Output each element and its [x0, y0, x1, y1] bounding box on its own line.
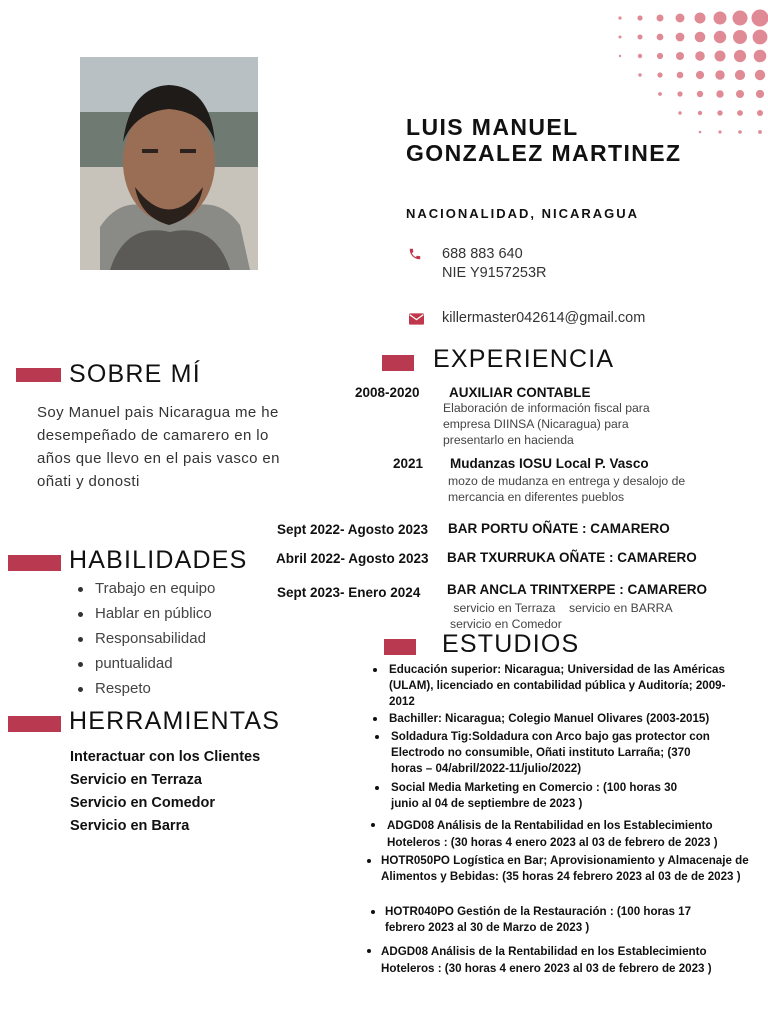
decorative-dot — [657, 72, 662, 77]
email-link[interactable]: killermaster042614@gmail.com — [442, 310, 646, 326]
bullet — [373, 668, 377, 672]
section-accent-bar — [16, 368, 61, 382]
decorative-dot — [736, 90, 744, 98]
name-line-2: GONZALEZ MARTINEZ — [406, 140, 682, 166]
bullet — [367, 859, 371, 863]
skill-item: puntualidad — [78, 653, 215, 678]
decorative-dot — [677, 91, 682, 96]
education-item: HOTR050PO Logística en Bar; Aprovisionamiento y Almacenaje de Alimentos y Bebidas: (35 horas 24 febrero 2023 al 03 de de 2023 ) — [381, 854, 749, 883]
decorative-dot — [696, 71, 704, 79]
job-date: Abril 2022- Agosto 2023 — [276, 551, 429, 566]
decorative-dot — [638, 54, 642, 58]
decorative-dot — [695, 32, 706, 43]
education-title: ESTUDIOS — [442, 630, 580, 658]
mail-icon — [409, 313, 424, 328]
education-item: HOTR040PO Gestión de la Restauración : (100 horas 17 febrero 2023 al 30 de Marzo de 2023 ) — [385, 905, 692, 934]
skill-item: Responsabilidad — [78, 628, 215, 653]
decorative-dot — [695, 51, 705, 61]
name-line-1: LUIS MANUEL — [406, 114, 579, 140]
about-title: SOBRE MÍ — [69, 360, 201, 388]
education-item: Educación superior: Nicaragua; Universidad de las Américas (ULAM), licenciado en contabilidad pública y Auditoría; 2009-2012 — [389, 663, 726, 708]
decorative-dot — [638, 35, 643, 40]
education-item: ADGD08 Análisis de la Rentabilidad en los Establecimiento Hoteleros : (30 horas 4 enero 2023 al 03 de febrero de 2023 ) — [387, 819, 718, 849]
decorative-dot — [676, 14, 685, 23]
decorative-dot — [752, 10, 768, 27]
decorative-dot — [758, 130, 762, 134]
decorative-dot — [676, 52, 684, 60]
decorative-dot — [756, 90, 764, 98]
skill-item: Hablar en público — [78, 603, 215, 628]
decorative-dot — [735, 70, 745, 80]
experience-title: EXPERIENCIA — [433, 345, 615, 373]
job-title: BAR TXURRUKA OÑATE : CAMARERO — [447, 550, 697, 565]
decorative-dot — [714, 12, 727, 25]
skill-item: Respeto — [78, 678, 215, 703]
education-item: ADGD08 Análisis de la Rentabilidad en los Establecimiento Hoteleros : (30 horas 4 enero 2023 al 03 de febrero de 2023 ) — [381, 945, 712, 975]
tools-list — [70, 746, 260, 838]
decorative-dot — [715, 51, 726, 62]
decorative-dot — [754, 50, 767, 63]
education-item: Bachiller: Nicaragua; Colegio Manuel Olivares (2003-2015) — [389, 712, 710, 725]
phone-number[interactable]: 688 883 640 — [442, 246, 523, 262]
decorative-dot — [657, 34, 664, 41]
tool-item: Interactuar con los Clientes — [70, 749, 261, 765]
section-accent-bar — [8, 555, 61, 571]
decorative-dot — [618, 16, 621, 19]
decorative-dot — [638, 73, 641, 76]
job-description: mozo de mudanza en entrega y desalojo de mercancia en diferentes pueblos — [448, 474, 686, 504]
job-title: BAR ANCLA TRINTXERPE : CAMARERO — [447, 582, 707, 597]
decorative-dot — [714, 31, 726, 43]
skills-list — [78, 578, 215, 703]
skills-title: HABILIDADES — [69, 546, 248, 574]
decorative-dot — [697, 91, 703, 97]
profile-photo — [80, 57, 258, 270]
full-name — [406, 114, 746, 166]
job-title: Mudanzas IOSU Local P. Vasco — [450, 456, 649, 471]
education-item: Soldadura Tig:Soldadura con Arco bajo gas protector con Electrodo no consumible, Oñati instituto Larraña; (370 horas – 04/abril/2022-11/julio/2022) — [391, 730, 710, 775]
tool-item: Servicio en Comedor — [70, 795, 216, 811]
about-text: Soy Manuel pais Nicaragua me he desempeñado de camarero en lo años que llevo en el pais vasco en oñati y donosti — [37, 404, 280, 490]
section-accent-bar — [384, 639, 416, 655]
decorative-dot — [734, 50, 746, 62]
decorative-dot — [733, 11, 748, 26]
decorative-dot — [716, 90, 723, 97]
job-date: Sept 2022- Agosto 2023 — [277, 522, 429, 537]
decorative-dot — [695, 13, 706, 24]
bullet — [375, 786, 379, 790]
job-title: AUXILIAR CONTABLE — [449, 385, 591, 400]
job-date: 2008-2020 — [355, 385, 420, 400]
job-date: Sept 2023- Enero 2024 — [277, 585, 421, 600]
skill-item: Trabajo en equipo — [78, 578, 215, 603]
bullet — [373, 717, 377, 721]
job-title: BAR PORTU OÑATE : CAMARERO — [448, 521, 670, 536]
decorative-dot — [637, 15, 642, 20]
decorative-dot — [715, 70, 724, 79]
job-date: 2021 — [393, 456, 424, 471]
section-accent-bar — [382, 355, 414, 371]
decorative-dot — [753, 30, 768, 45]
tools-title: HERRAMIENTAS — [69, 707, 281, 735]
section-accent-bar — [8, 716, 61, 732]
decorative-dot — [619, 36, 622, 39]
decorative-dot — [676, 33, 685, 42]
job-description: servicio en Terraza servicio en BARRA — [450, 601, 673, 615]
decorative-dot — [657, 53, 663, 59]
nie-number: NIE Y9157253R — [442, 265, 547, 281]
bullet — [371, 910, 375, 914]
job-description: servicio en Comedor — [450, 617, 562, 631]
decorative-dot — [619, 55, 621, 57]
decorative-dot — [755, 70, 765, 80]
phone-icon — [408, 247, 422, 264]
decorative-dot — [677, 72, 684, 79]
decorative-dot — [658, 92, 662, 96]
bullet — [371, 823, 375, 827]
decorative-dot — [757, 110, 763, 116]
decorative-dot — [733, 30, 747, 44]
decorative-dot — [657, 15, 664, 22]
tool-item: Servicio en Barra — [70, 818, 190, 834]
tool-item: Servicio en Terraza — [70, 772, 202, 788]
bullet — [367, 949, 371, 953]
job-description: Elaboración de información fiscal para empresa DIINSA (Nicaragua) para presentarlo en hacienda — [443, 401, 650, 447]
nationality: NACIONALIDAD, NICARAGUA — [406, 206, 640, 221]
bullet — [375, 735, 379, 739]
education-item: Social Media Marketing en Comercio : (100 horas 30 junio al 04 de septiembre de 2023 ) — [391, 781, 678, 810]
